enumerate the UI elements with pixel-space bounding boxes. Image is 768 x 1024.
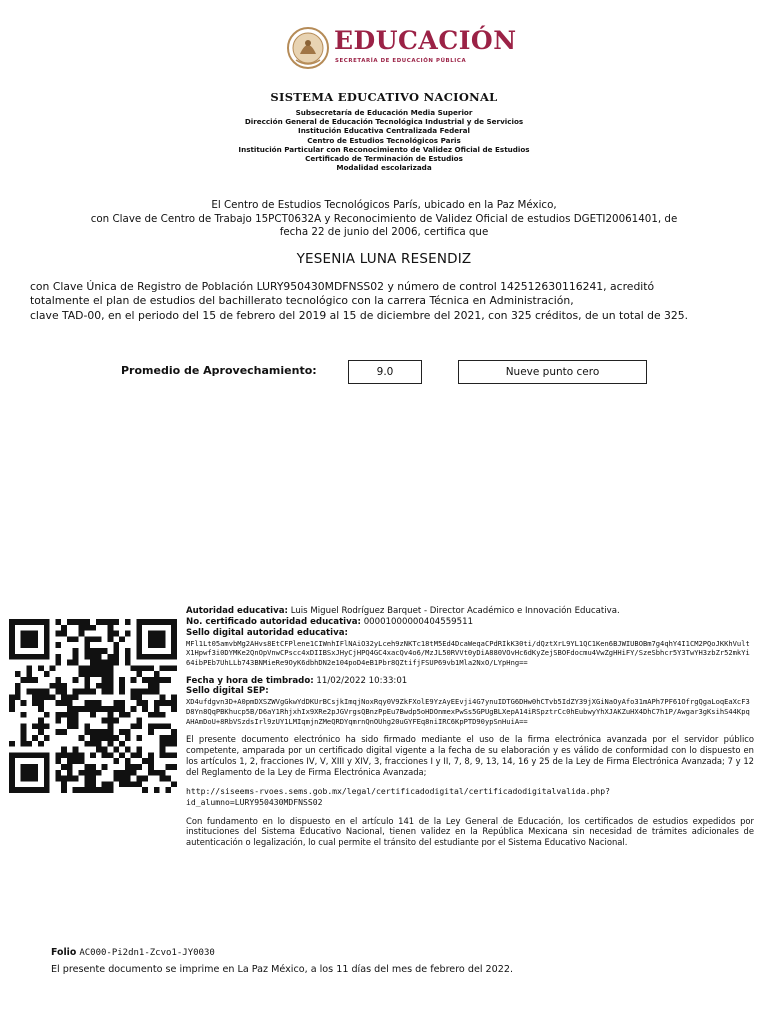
print-statement: El presente documento se imprime en La Paz México, a los 11 días del mes de febrero del 2022.	[51, 964, 514, 975]
sep-seal-value: XD4ufdgvn3D+A0pmDXSZWVgGkwYdDKUrBCsjkImqjNoxRqy0V9ZkFXolE9YzAyEEvji4G7ynuIDTG6DHw0hCTvb5IdZY39jXGiNaOyAfo31mAPh7PF61OfrgQgaLoqEaXcF3D8Yn8QqPBKhucp5B/D6aY1RhjxhIx9XRe2pJGVrgsQBnzPpEu7Bwdp5oHDOnmexPwSs5GPUgBLXepA14iRSpztrCc0hEubwyYhXJAKZuHX4DhC7h1P/Awgar3gKsihS44KpqAHAmDoU+8RbVSzdsIrl9zUY1LMIqmjnZMeQRDYqmrnQnOUhg20uGYFEq8niIRC6KpPTD90ypSnHuiA==	[186, 697, 750, 726]
cert-label: No. certificado autoridad educativa:	[186, 616, 361, 627]
qr-code	[9, 619, 177, 793]
header-line: Dirección General de Educación Tecnológica Industrial y de Servicios	[244, 117, 524, 127]
folio-label: Folio	[51, 947, 77, 958]
header-lines	[0, 108, 768, 172]
seal-value: MFl1Lt05amvbMg2AHvs8EtCFPlene1CIWnhIFlNAiO32yLceh9zNKTc18tM5Ed4DcaWeqaCPdRIkK30ti/dQztXrL9YL1QC1Ken6BJWIUBOBm7g4qhY4I1CM2PQoJKKhVultX1Hpwf3i0DYMKe2QnOpVnwCPscc4xDIIBSxJHyCjHPQ4GC4xacQv4o6/MzJL50RVVt0yDiA880VOvHc6dKyZejSBOFdocmu4VwZgHHiFY/SzeSbhcr5Y3TwYH3zbZr52mkYi64ibPEb7UhLLb743BNMieRe9OyK6dbhDN2e104poD4eB1Pbr8QZtifjFSUP69vb1Mla2NxO/LYpHng==	[186, 638, 750, 667]
sep-logo	[286, 24, 517, 76]
authority-value: Luis Miguel Rodríguez Barquet - Director Académico e Innovación Educativa.	[290, 606, 620, 616]
signature-block	[186, 606, 754, 848]
intro-line: con Clave de Centro de Trabajo 15PCT0632A y Reconocimiento de Validez Oficial de estudios DGETI20061401, de	[90, 212, 678, 225]
student-name: YESENIA LUNA RESENDIZ	[296, 251, 472, 267]
seal-label: Sello digital autoridad educativa:	[186, 627, 348, 638]
validation-url[interactable]: http://siseems-rvoes.sems.gob.mx/legal/certificadodigital/certificadodigitalvalida.php?	[186, 785, 610, 796]
stamp-label: Fecha y hora de timbrado:	[186, 675, 314, 686]
header-line: Subsecretaría de Educación Media Superior	[295, 108, 473, 117]
certification-body	[30, 280, 750, 323]
header-line: Institución Educativa Centralizada Federal	[298, 126, 470, 136]
legal-notice: El presente documento electrónico ha sido firmado mediante el uso de la firma electrónica avanzada por el servidor público competente, amparada por un certificado digital vigente a la fecha de su elaboración y es válido de conformidad con lo dispuesto en los artículos 1, 2, fracciones IV, V, XIII y XIV, 3, fracciones I y II, 7, 8, 9, 13, 14, 16 y 25 de la Ley de Firma Electrónica Avanzada; 7 y 12 del Reglamento de la Ley de Firma Electrónica Avanzada;	[186, 734, 754, 777]
validity-notice: Con fundamento en lo dispuesto en el artículo 141 de la Ley General de Educación, los certificados de estudios expedidos por instituciones del Sistema Educativo Nacional, tienen validez en la República Mexicana sin necesidad de trámites adicionales de autenticación o legalización, lo cual permite el tránsito del estudiante por el Sistema Educativo Nacional.	[186, 815, 754, 848]
validation-url-id[interactable]: id_alumno=LURY950430MDFNSS02	[186, 796, 323, 807]
eagle-seal-icon	[286, 24, 330, 72]
body-line: con Clave Única de Registro de Población LURY950430MDFNSS02 y número de control 142512630116241, acreditó	[30, 280, 655, 293]
folio-row	[51, 947, 215, 958]
intro-line: El Centro de Estudios Tecnológicos París, ubicado en la Paz México,	[211, 199, 557, 211]
stamp-value: 11/02/2022 10:33:01	[316, 675, 408, 686]
intro-paragraph	[0, 199, 768, 240]
cert-row	[186, 617, 754, 628]
authority-row	[186, 606, 754, 617]
system-title: SISTEMA EDUCATIVO NACIONAL	[270, 90, 498, 104]
average-label: Promedio de Aprovechamiento:	[121, 364, 317, 377]
average-words-box: Nueve punto cero	[458, 360, 647, 384]
header-line: Centro de Estudios Tecnológicos Paris	[307, 135, 461, 145]
header-line: Institución Particular con Reconocimiento de Validez Oficial de Estudios	[238, 144, 530, 154]
logo-title: EDUCACIÓN	[334, 26, 517, 55]
cert-value: 00001000000404559511	[363, 616, 474, 627]
header-line: Modalidad escolarizada	[336, 163, 432, 173]
header-line: Certificado de Terminación de Estudios	[305, 154, 463, 164]
intro-line: fecha 22 de junio del 2006, certifica que	[279, 226, 489, 239]
body-line: totalmente el plan de estudios del bachillerato tecnológico con la carrera Técnica en Administración,	[30, 294, 574, 308]
average-value-box: 9.0	[348, 360, 422, 384]
folio-value: AC000-Pi2dn1-Zcvo1-JY0030	[79, 948, 215, 958]
sep-seal-label: Sello digital SEP:	[186, 686, 269, 697]
authority-label: Autoridad educativa:	[186, 606, 288, 616]
logo-subtitle: SECRETARÍA DE EDUCACIÓN PÚBLICA	[335, 58, 467, 64]
stamp-row	[186, 676, 754, 687]
body-line: clave TAD-00, en el periodo del 15 de febrero del 2019 al 15 de diciembre del 2021, con 325 créditos, de un total de 325.	[30, 308, 689, 322]
